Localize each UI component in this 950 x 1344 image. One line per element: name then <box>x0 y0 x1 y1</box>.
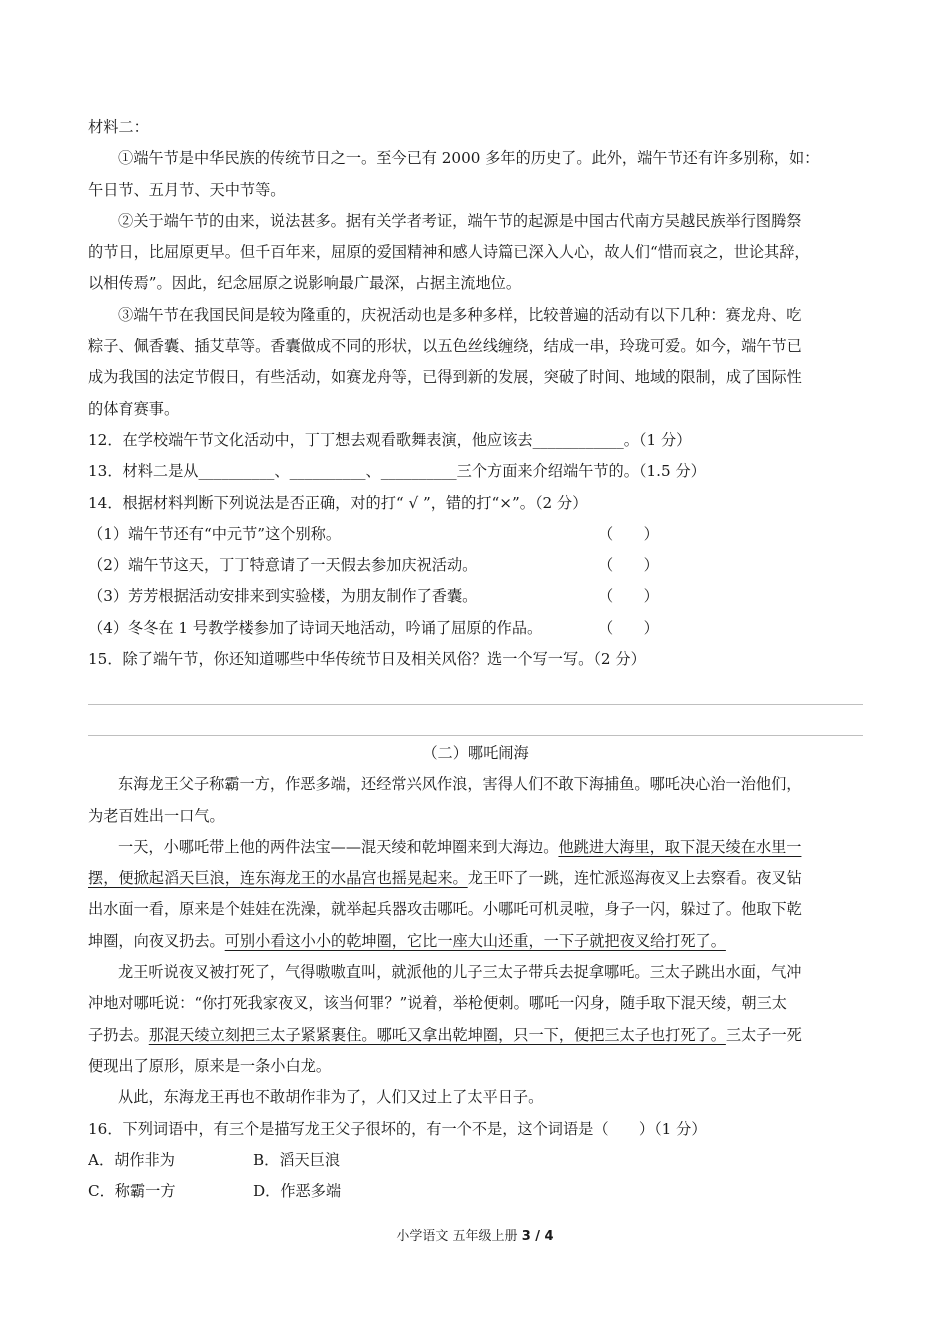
material-paragraph-line: 午日节、五月节、天中节等。 <box>88 180 286 199</box>
question-16-options <box>88 1176 863 1207</box>
passage-line: 龙王听说夜叉被打死了，气得嗷嗷直叫，就派他的儿子三太子带兵去捉拿哪吒。三太子跳出水面，气冲 <box>118 963 802 982</box>
passage-line: 为老百姓出一口气。 <box>88 806 225 825</box>
answer-parentheses: （ ） <box>598 524 659 543</box>
item-text: （3）芳芳根据活动安排来到实验楼，为朋友制作了香囊。 <box>88 587 478 606</box>
answer-parentheses: （ ） <box>598 618 659 637</box>
passage-text: 三太子一死 <box>725 1025 802 1044</box>
answer-line <box>88 707 863 738</box>
material-paragraph-line: 以相传焉”。因此，纪念屈原之说影响最广最深，占据主流地位。 <box>88 274 522 293</box>
option-b: B．滔天巨浪 <box>253 1150 341 1169</box>
item-text: （2）端午节这天，丁丁特意请了一天假去参加庆祝活动。 <box>88 556 478 575</box>
material-paragraph-line: ②关于端午节的由来，说法甚多。据有关学者考证，端午节的起源是中国古代南方吴越民族举行图腾祭 <box>118 211 802 230</box>
question-12: 12．在学校端午节文化活动中，丁丁想去观看歌舞表演，他应该去____________。（1 分） <box>88 430 692 449</box>
answer-line <box>88 675 863 706</box>
material-paragraph-line: 粽子、佩香囊、插艾草等。香囊做成不同的形状，以五色丝线缠绕，结成一串，玲珑可爱。如今，端午节已 <box>88 337 802 356</box>
material-paragraph-line: ①端午节是中华民族的传统节日之一。至今已有 2000 多年的历史了。此外，端午节还有许多别称，如： <box>118 149 820 168</box>
question-15: 15．除了端午节，你还知道哪些中华传统节日及相关风俗？选一个写一写。（2 分） <box>88 650 646 669</box>
passage-line: 东海龙王父子称霸一方，作恶多端，还经常兴风作浪，害得人们不敢下海捕鱼。哪吒决心治一治他们， <box>118 775 802 794</box>
material-paragraph-line: 的节日，比屈原更早。但千百年来，屈原的爱国精神和感人诗篇已深入人心，故人们“惜而哀之，世论其辞， <box>88 243 810 262</box>
footer-text: 小学语文 五年级上册 <box>396 1229 522 1244</box>
question-16-options <box>88 1145 863 1176</box>
passage-line: 从此，东海龙王再也不敢胡作非为了，人们又过上了太平日子。 <box>118 1088 544 1107</box>
answer-parentheses: （ ） <box>598 587 659 606</box>
item-text: （4）冬冬在 1 号教学楼参加了诗词天地活动，吟诵了屈原的作品。 <box>88 618 543 637</box>
question-14-item <box>88 519 863 550</box>
question-13: 13．材料二是从__________、__________、__________三个方面来介绍端午节的。（1.5 分） <box>88 462 706 481</box>
answer-parentheses: （ ） <box>598 556 659 575</box>
passage-line <box>88 863 863 894</box>
passage-line <box>88 1020 863 1051</box>
passage-text: 子扔去。 <box>88 1025 149 1044</box>
passage-line <box>88 832 863 863</box>
question-14-item <box>88 581 863 612</box>
exam-page <box>88 112 863 1207</box>
passage-text: 坤圈，向夜叉扔去。 <box>88 931 225 950</box>
passage-text: 龙王吓了一跳，连忙派巡海夜叉上去察看。夜叉钻 <box>467 869 802 888</box>
material-heading: 材料二： <box>88 118 149 136</box>
question-14: 14．根据材料判断下列说法是否正确，对的打“ √ ”，错的打“×”。（2 分） <box>88 493 588 512</box>
item-text: （1）端午节还有“中元节”这个别称。 <box>88 524 342 543</box>
option-a: A．胡作非为 <box>88 1150 175 1169</box>
passage-text: 一天，小哪吒带上他的两件法宝——混天绫和乾坤圈来到大海边。 <box>118 837 559 856</box>
underlined-sentence: 那混天绫立刻把三太子紧紧裹住。哪吒又拿出乾坤圈，只一下，便把三太子也打死了。 <box>148 1025 726 1044</box>
passage-line <box>88 926 863 957</box>
passage-line: 便现出了原形，原来是一条小白龙。 <box>88 1056 331 1075</box>
passage-line: 出水面一看，原来是个娃娃在洗澡，就举起兵器攻击哪吒。小哪吒可机灵啦，身子一闪，躲过了。他取下乾 <box>88 900 802 919</box>
page-number: 3 / 4 <box>521 1229 554 1244</box>
question-14-item <box>88 550 863 581</box>
question-14-item <box>88 613 863 644</box>
underlined-sentence: 摆，便掀起滔天巨浪，连东海龙王的水晶宫也摇晃起来。 <box>88 869 468 888</box>
passage-title: （二）哪吒闹海 <box>422 743 529 762</box>
material-paragraph-line: 的体育赛事。 <box>88 399 180 418</box>
underlined-sentence: 他跳进大海里，取下混天绫在水里一 <box>558 837 802 856</box>
option-c: C．称霸一方 <box>88 1182 176 1201</box>
material-paragraph-line: ③端午节在我国民间是较为隆重的，庆祝活动也是多种多样，比较普遍的活动有以下几种：赛龙舟、吃 <box>118 305 802 324</box>
option-d: D．作恶多端 <box>253 1182 342 1201</box>
passage-line: 冲地对哪吒说：“你打死我家夜叉，该当何罪？”说着，举枪便刺。哪吒一闪身，随手取下混天绫，朝三太 <box>88 994 787 1013</box>
material-paragraph-line: 成为我国的法定节假日，有些活动，如赛龙舟等，已得到新的发展，突破了时间、地域的限制，成了国际性 <box>88 368 802 387</box>
question-16: 16．下列词语中，有三个是描写龙王父子很坏的，有一个不是，这个词语是（ ）（1 分） <box>88 1119 707 1138</box>
underlined-sentence: 可别小看这小小的乾坤圈，它比一座大山还重，一下子就把夜叉给打死了。 <box>224 931 726 950</box>
page-footer <box>0 1225 950 1244</box>
